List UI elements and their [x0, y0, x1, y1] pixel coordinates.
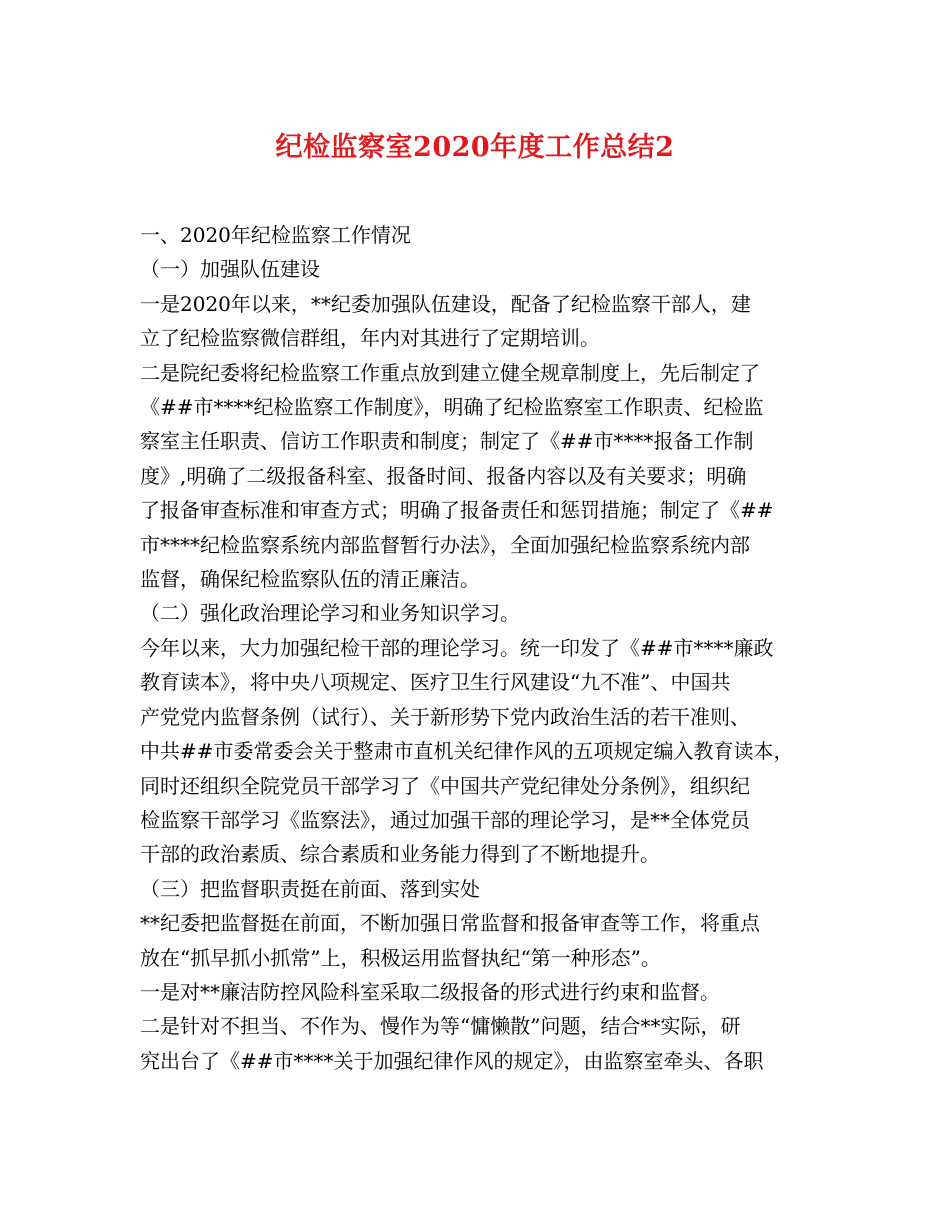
paragraph	[140, 975, 815, 1009]
text-line: 监督，确保纪检监察队伍的清正廉洁。	[140, 567, 480, 592]
document-title: 纪检监察室2020年度工作总结2	[275, 132, 675, 163]
text-line: 今年以来，大力加强纪检干部的理论学习。统一印发了《##市****廉政	[140, 635, 774, 660]
text-line: 度》,明确了二级报备科室、报备时间、报备内容以及有关要求；明确	[140, 463, 747, 488]
paragraph	[140, 872, 815, 906]
text-line: 市****纪检监察系统内部监督暂行办法》，全面加强纪检监察系统内部	[140, 532, 750, 557]
paragraph	[140, 356, 815, 597]
text-line: 究出台了《##市****关于加强纪律作风的规定》，由监察室牵头、各职	[140, 1048, 764, 1073]
text-line: （一）加强队伍建设	[140, 257, 320, 282]
text-line: 二是院纪委将纪检监察工作重点放到建立健全规章制度上，先后制定了	[140, 360, 760, 385]
text-line: 教育读本》，将中央八项规定、医疗卫生行风建设“九不准”、中国共	[140, 670, 731, 695]
text-line: 中共##市委常委会关于整肃市直机关纪律作风的五项规定编入教育读本，	[140, 739, 794, 764]
text-line: 《##市****纪检监察工作制度》，明确了纪检监察室工作职责、纪检监	[140, 395, 764, 420]
text-line: （二）强化政治理论学习和业务知识学习。	[140, 601, 520, 626]
text-line: 一、2020年纪检监察工作情况	[140, 223, 411, 247]
text-line: 一是2020年以来，**纪委加强队伍建设，配备了纪检监察干部人，建	[140, 291, 751, 316]
text-line: 产党党内监督条例（试行）、关于新形势下党内政治生活的若干准则、	[140, 704, 750, 729]
paragraph	[140, 252, 815, 286]
paragraph	[140, 287, 815, 356]
text-line: **纪委把监督挺在前面，不断加强日常监督和报备审查等工作，将重点	[140, 911, 760, 936]
text-line: （三）把监督职责挺在前面、落到实处	[140, 876, 480, 901]
text-line: 二是针对不担当、不作为、慢作为等“慵懒散”问题，结合**实际，研	[140, 1014, 741, 1039]
text-line: 立了纪检监察微信群组，年内对其进行了定期培训。	[140, 326, 600, 351]
text-line: 察室主任职责、信访工作职责和制度；制定了《##市****报备工作制	[140, 429, 754, 454]
text-line: 了报备审查标准和审查方式；明确了报备责任和惩罚措施；制定了《##	[140, 498, 774, 523]
text-line: 干部的政治素质、综合素质和业务能力得到了不断地提升。	[140, 842, 660, 867]
paragraph	[140, 631, 815, 872]
paragraph	[140, 218, 815, 252]
paragraph	[140, 596, 815, 630]
text-line: 检监察干部学习《监察法》，通过加强干部的理论学习，是**全体党员	[140, 807, 750, 832]
text-line: 放在“抓早抓小抓常”上，积极运用监督执纪“第一种形态”。	[140, 945, 661, 970]
document-body	[140, 218, 815, 1078]
paragraph	[140, 1009, 815, 1078]
paragraph	[140, 906, 815, 975]
text-line: 一是对**廉洁防控风险科室采取二级报备的形式进行约束和监督。	[140, 979, 720, 1004]
text-line: 同时还组织全院党员干部学习了《中国共产党纪律处分条例》，组织纪	[140, 773, 750, 798]
